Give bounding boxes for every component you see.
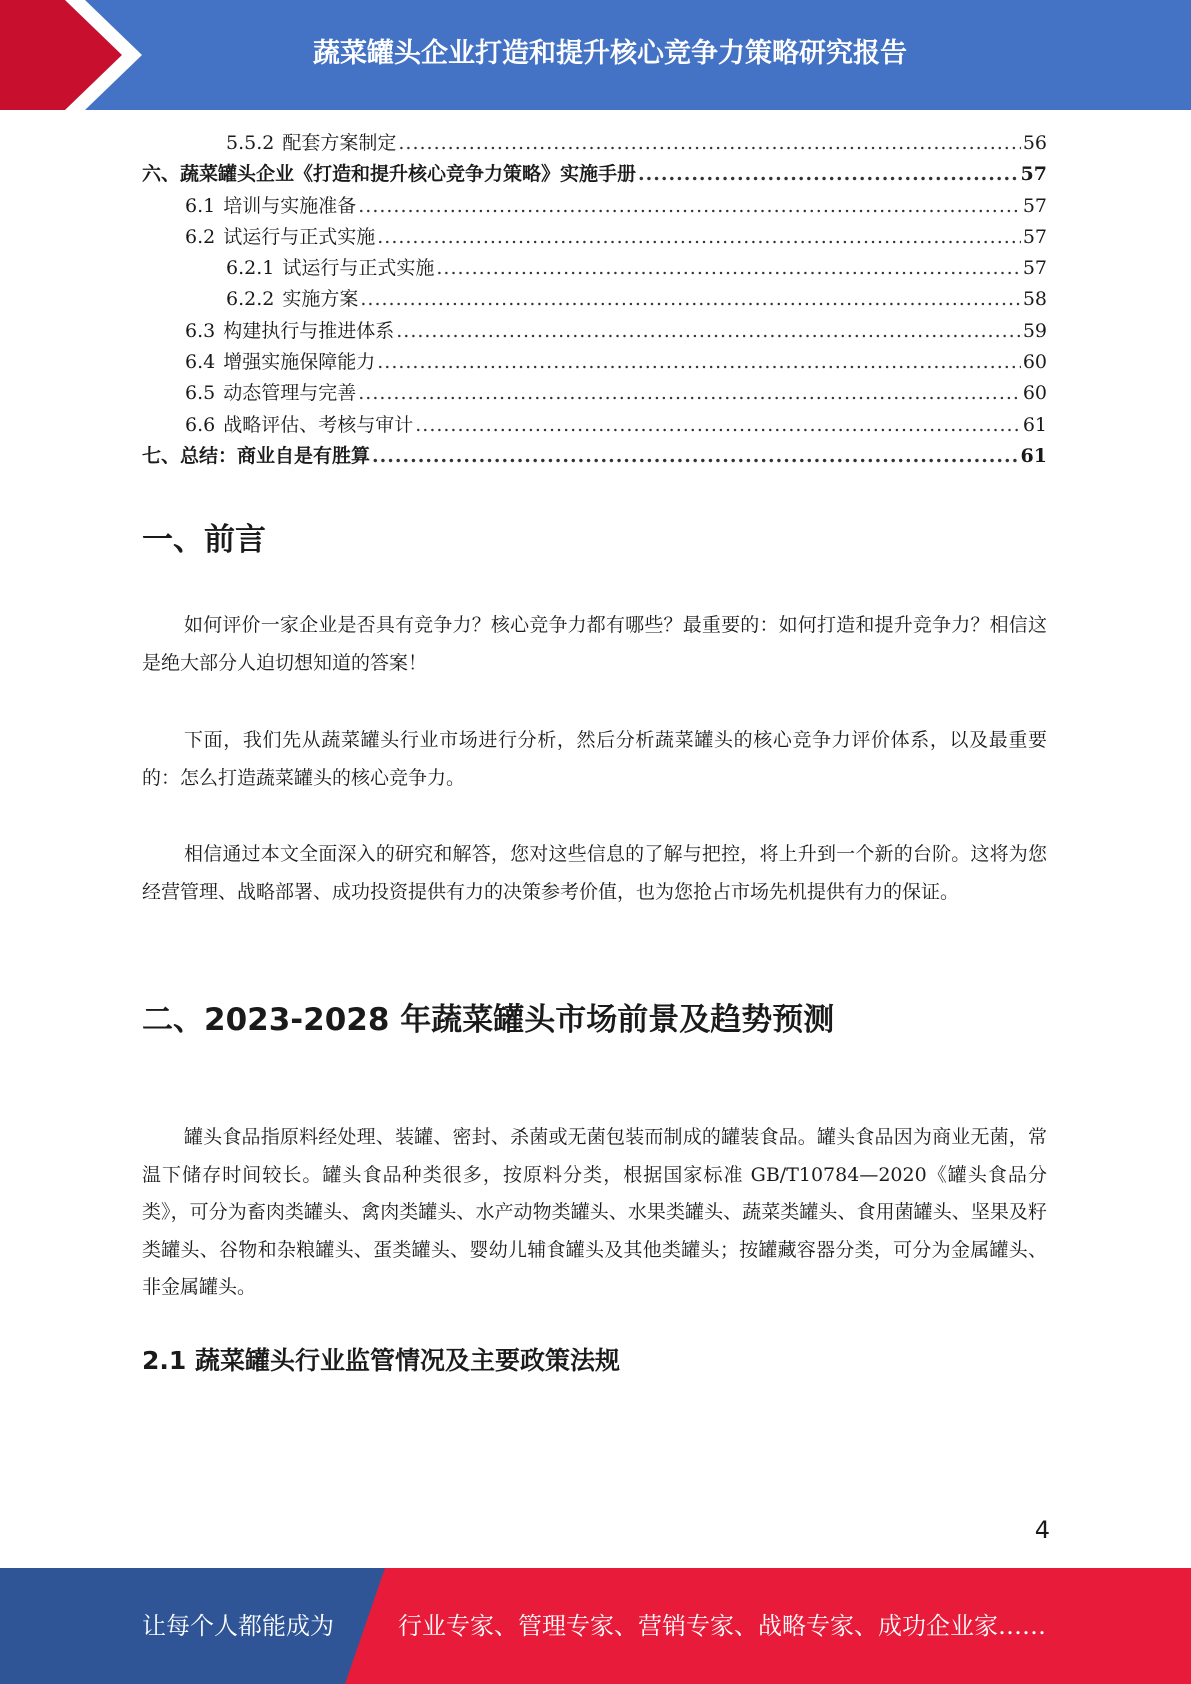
paragraph: 相信通过本文全面深入的研究和解答，您对这些信息的了解与把控，将上升到一个新的台阶。这将为您经营管理、战略部署、成功投资提供有力的决策参考价值，也为您抢占市场先机提供有力的保证。 — [142, 843, 1047, 903]
toc-entry-page: 60 — [1022, 351, 1047, 374]
toc-entry-page: 57 — [1022, 225, 1047, 248]
toc-entry-title: 试运行与正式实施 — [282, 257, 435, 280]
toc-entry-title: 增强实施保障能力 — [223, 351, 376, 374]
toc-entry-title: 构建执行与推进体系 — [223, 319, 395, 342]
toc-entry[interactable] — [142, 284, 1047, 315]
toc-leader-dots — [377, 347, 1021, 378]
toc-leader-dots — [398, 128, 1020, 159]
toc-entry[interactable] — [142, 347, 1047, 378]
toc-entry[interactable] — [142, 159, 1047, 190]
toc-entry[interactable] — [142, 191, 1047, 222]
toc-entry-title: 六、蔬菜罐头企业《打造和提升核心竞争力策略》实施手册 — [142, 163, 637, 186]
header-arrow-icon — [0, 0, 260, 110]
toc-entry-title: 动态管理与完善 — [223, 382, 357, 405]
toc-leader-dots — [377, 222, 1021, 253]
toc-entry-number: 6.4 — [185, 351, 216, 374]
toc-entry-title: 实施方案 — [282, 288, 359, 311]
toc-entry-title: 配套方案制定 — [282, 132, 397, 154]
toc-entry-title: 试运行与正式实施 — [223, 225, 376, 248]
footer-slogan-right: 行业专家、管理专家、营销专家、战略专家、成功企业家…… — [398, 1612, 1046, 1640]
toc-leader-dots — [638, 159, 1019, 190]
toc-entry[interactable] — [142, 222, 1047, 253]
toc-entry-number: 6.2.1 — [226, 257, 275, 280]
toc-entry-page: 56 — [1022, 132, 1047, 154]
toc-entry[interactable] — [142, 316, 1047, 347]
document-title: 蔬菜罐头企业打造和提升核心竞争力策略研究报告 — [313, 37, 907, 69]
toc-entry-number: 6.2 — [185, 225, 216, 248]
toc-entry[interactable] — [142, 441, 1047, 472]
header-banner — [0, 0, 1191, 110]
toc-leader-dots — [358, 378, 1021, 409]
subsection-heading: 2.1 蔬菜罐头行业监管情况及主要政策法规 — [142, 1346, 620, 1375]
toc-entry-number: 6.2.2 — [226, 288, 275, 311]
paragraph: 下面，我们先从蔬菜罐头行业市场进行分析，然后分析蔬菜罐头的核心竞争力评价体系，以及最重要的：怎么打造蔬菜罐头的核心竞争力。 — [142, 729, 1047, 789]
toc-entry-number: 6.5 — [185, 382, 216, 405]
toc-entry-page: 61 — [1022, 413, 1047, 436]
toc-leader-dots — [358, 191, 1021, 222]
toc-entry-title: 七、总结：商业自是有胜算 — [142, 444, 371, 467]
toc-leader-dots — [415, 410, 1021, 441]
section-heading: 二、2023-2028 年蔬菜罐头市场前景及趋势预测 — [142, 1002, 835, 1038]
toc-entry-page: 57 — [1020, 163, 1047, 186]
toc-entry-page: 60 — [1022, 382, 1047, 405]
toc-entry-number: 6.1 — [185, 194, 216, 217]
paragraph: 如何评价一家企业是否具有竞争力？核心竞争力都有哪些？最重要的：如何打造和提升竞争力？相信这是绝大部分人迫切想知道的答案！ — [142, 614, 1047, 674]
toc-entry-page: 57 — [1022, 194, 1047, 217]
toc-entry[interactable] — [142, 410, 1047, 441]
toc-entry-title: 战略评估、考核与审计 — [223, 413, 414, 436]
toc-leader-dots — [360, 284, 1020, 315]
toc-leader-dots — [436, 253, 1020, 284]
toc-leader-dots — [372, 441, 1019, 472]
paragraph: 罐头食品指原料经处理、装罐、密封、杀菌或无菌包装而制成的罐装食品。罐头食品因为商业无菌，常温下储存时间较长。罐头食品种类很多，按原料分类，根据国家标准 GB/T10784—2020《罐头食品分类》，可分为畜肉类罐头、禽肉类罐头、水产动物类罐头、水果类罐头、蔬菜类罐头、食用菌罐头、坚果及籽类罐头、谷物和杂粮罐头、蛋类罐头、婴幼儿辅食罐头及其他类罐头；按罐藏容器分类，可分为金属罐头、非金属罐头。 — [142, 1126, 1047, 1298]
toc-entry-page: 57 — [1022, 257, 1047, 280]
toc-entry[interactable] — [142, 378, 1047, 409]
toc-entry-page: 59 — [1022, 319, 1047, 342]
toc-entry-page: 61 — [1020, 444, 1047, 467]
footer-slogan-left: 让每个人都能成为 — [142, 1612, 334, 1640]
toc-entry-number: 6.3 — [185, 319, 216, 342]
toc-leader-dots — [396, 316, 1021, 347]
toc-entry[interactable] — [142, 128, 1047, 159]
toc-entry-number: 6.6 — [185, 413, 216, 436]
page-number: 4 — [1034, 1516, 1050, 1544]
toc-entry-page: 58 — [1022, 288, 1047, 311]
toc-entry-number: 5.5.2 — [226, 132, 275, 154]
table-of-contents — [142, 128, 1047, 472]
toc-entry[interactable] — [142, 253, 1047, 284]
footer-banner — [0, 1568, 1191, 1684]
section-heading: 一、前言 — [142, 522, 266, 558]
toc-entry-title: 培训与实施准备 — [223, 194, 357, 217]
